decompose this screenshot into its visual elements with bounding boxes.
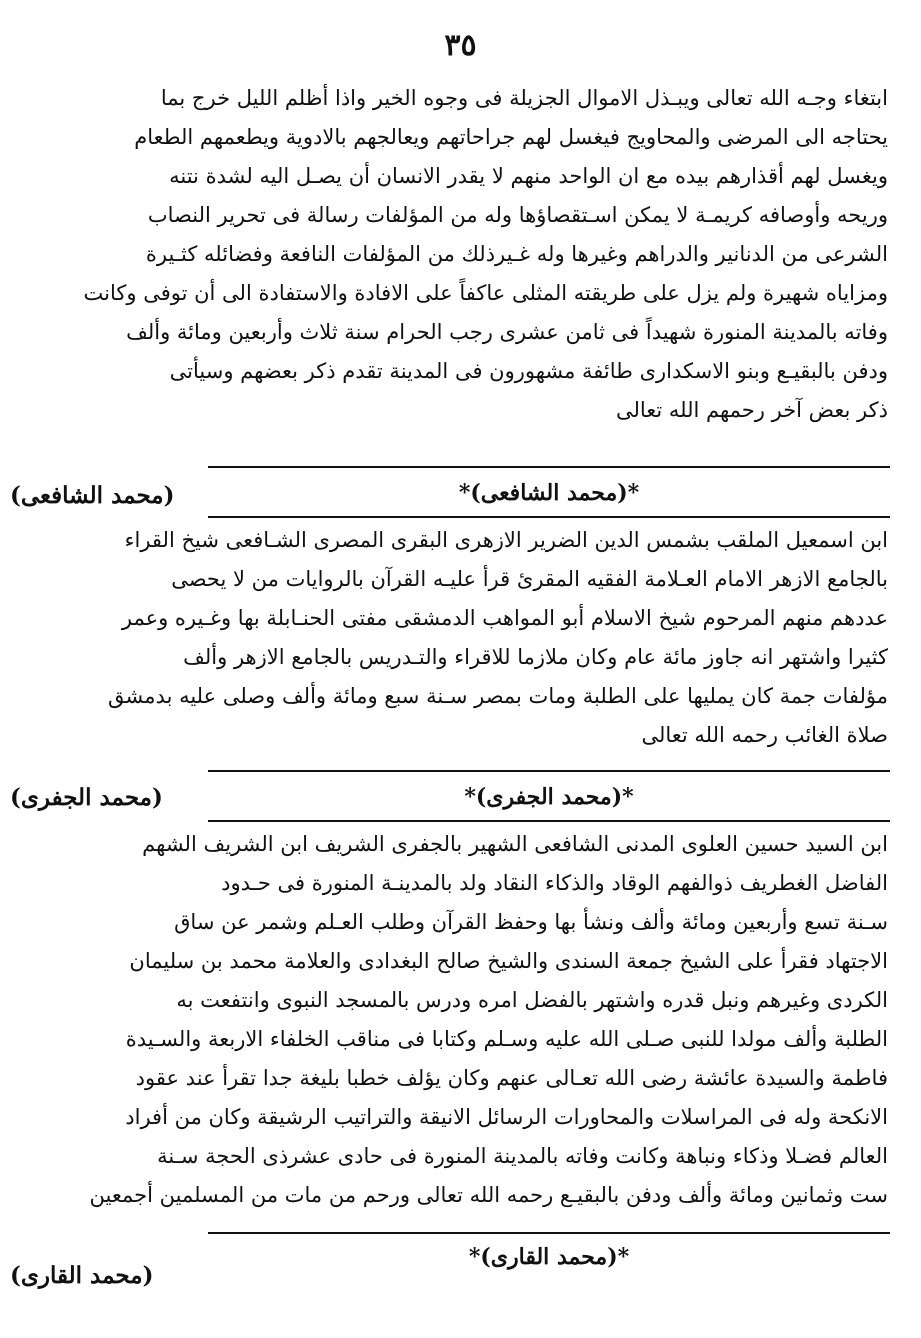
text-line: ابن اسمعيل الملقب بشمس الدين الضرير الازهرى البقرى المصرى الشـافعى شيخ القراء	[124, 528, 888, 552]
section-rule	[208, 820, 890, 822]
text-line: سـنة تسع وأربعين ومائة وألف ونشأ بها وحفظ القرآن وطلب العـلم وشمر عن ساق	[174, 910, 888, 934]
margin-label: (محمد الجفرى)	[10, 784, 163, 811]
text-line: عددهم منهم المرحوم شيخ الاسلام أبو المواهب الدمشقى مفتى الحنـابلة بها وغـيره وعمر	[121, 606, 888, 630]
section-rule	[208, 1232, 890, 1234]
text-line: الاجتهاد فقرأ على الشيخ جمعة السندى والشيخ صالح البغدادى والعلامة محمد بن سليمان	[129, 949, 888, 973]
entry-heading: *(محمد القارى)*	[468, 1244, 630, 1270]
text-line: كثيرا واشتهر انه جاوز مائة عام وكان ملازما للاقراء والتـدريس بالجامع الازهر وألف	[183, 645, 888, 669]
text-line: فاطمة والسيدة عائشة رضى الله تعـالى عنهم وكان يؤلف خطبا بليغة جدا تقرأ عند عقود	[135, 1066, 888, 1090]
entry-heading: *(محمد الجفرى)*	[464, 784, 634, 810]
text-line: الطلبة وألف مولدا للنبى صـلى الله عليه وسـلم وكتابا فى مناقب الخلفاء الاربعة والسـيدة	[125, 1027, 888, 1051]
text-line: الفاضل الغطريف ذوالفهم الوقاد والذكاء النقاد ولد بالمدينـة المنورة فى حـدود	[221, 871, 888, 895]
text-line: بالجامع الازهر الامام العـلامة الفقيه المقرئ قرأ عليـه القرآن بالروايات من لا يحصى	[171, 567, 888, 591]
text-line: وفاته بالمدينة المنورة شهيداً فى ثامن عشرى رجب الحرام سنة ثلاث وأربعين ومائة وألف	[126, 320, 888, 344]
text-line: ست وثمانين ومائة وألف ودفن بالبقيـع رحمه الله تعالى ورحم من مات من المسلمين أجمعين	[89, 1183, 888, 1207]
entry-heading: *(محمد الشافعى)*	[458, 480, 640, 506]
text-line: ذكر بعض آخر رحمهم الله تعالى	[615, 398, 888, 422]
section-rule	[208, 516, 890, 518]
entry-paragraph	[89, 832, 888, 1224]
text-line: وريحه وأوصافه كريمـة لا يمكن اسـتقصاؤها وله من المؤلفات رسالة فى تحرير النصاب	[147, 203, 888, 227]
text-line: ويغسل لهم أقذارهم بيده مع ان الواحد منهم لا يقدر الانسان أن يصـل اليه لشدة نتنه	[169, 164, 888, 188]
text-line: الشرعى من الدنانير والدراهم وغيرها وله غـيرذلك من المؤلفات النافعة وفضائله كثـيرة	[145, 242, 888, 266]
page-number: ٣٥	[444, 28, 477, 63]
margin-label: (محمد الشافعى)	[10, 482, 175, 509]
intro-paragraph	[83, 86, 888, 439]
text-line: يحتاجه الى المرضى والمحاويج فيغسل لهم جراحاتهم ويعالجهم بالادوية ويطعمهم الطعام	[134, 125, 888, 149]
text-line: ابتغاء وجـه الله تعالى ويبـذل الاموال الجزيلة فى وجوه الخير واذا أظلم الليل خرج بما	[160, 86, 888, 110]
text-line: العالم فضـلا وذكاء ونباهة وكانت وفاته بالمدينة المنورة فى حادى عشرذى الحجة سـنة	[157, 1144, 888, 1168]
text-line: مؤلفات جمة كان يمليها على الطلبة ومات بمصر سـنة سبع ومائة وألف وصلى عليه بدمشق	[108, 684, 888, 708]
section-rule	[208, 770, 890, 772]
text-line: الانكحة وله فى المراسلات والمحاورات الرسائل الانيقة والتراتيب الرشيقة وكان من أفراد	[125, 1105, 888, 1129]
section-rule	[208, 466, 890, 468]
text-line: ابن السيد حسين العلوى المدنى الشافعى الشهير بالجفرى الشريف ابن الشريف الشهم	[142, 832, 888, 856]
text-line: الكردى وغيرهم ونبل قدره واشتهر بالفضل امره ودرس بالمسجد النبوى وانتفعت به	[176, 988, 888, 1012]
margin-label: (محمد القارى)	[10, 1262, 154, 1289]
entry-paragraph	[108, 528, 888, 764]
text-line: ودفن بالبقيـع وبنو الاسكدارى طائفة مشهورون فى المدينة تقدم ذكر بعضهم وسيأتى	[169, 359, 888, 383]
text-line: صلاة الغائب رحمه الله تعالى	[641, 723, 888, 747]
text-line: ومزاياه شهيرة ولم يزل على طريقته المثلى عاكفاً على الافادة والاستفادة الى أن توفى وكانت	[83, 281, 888, 305]
